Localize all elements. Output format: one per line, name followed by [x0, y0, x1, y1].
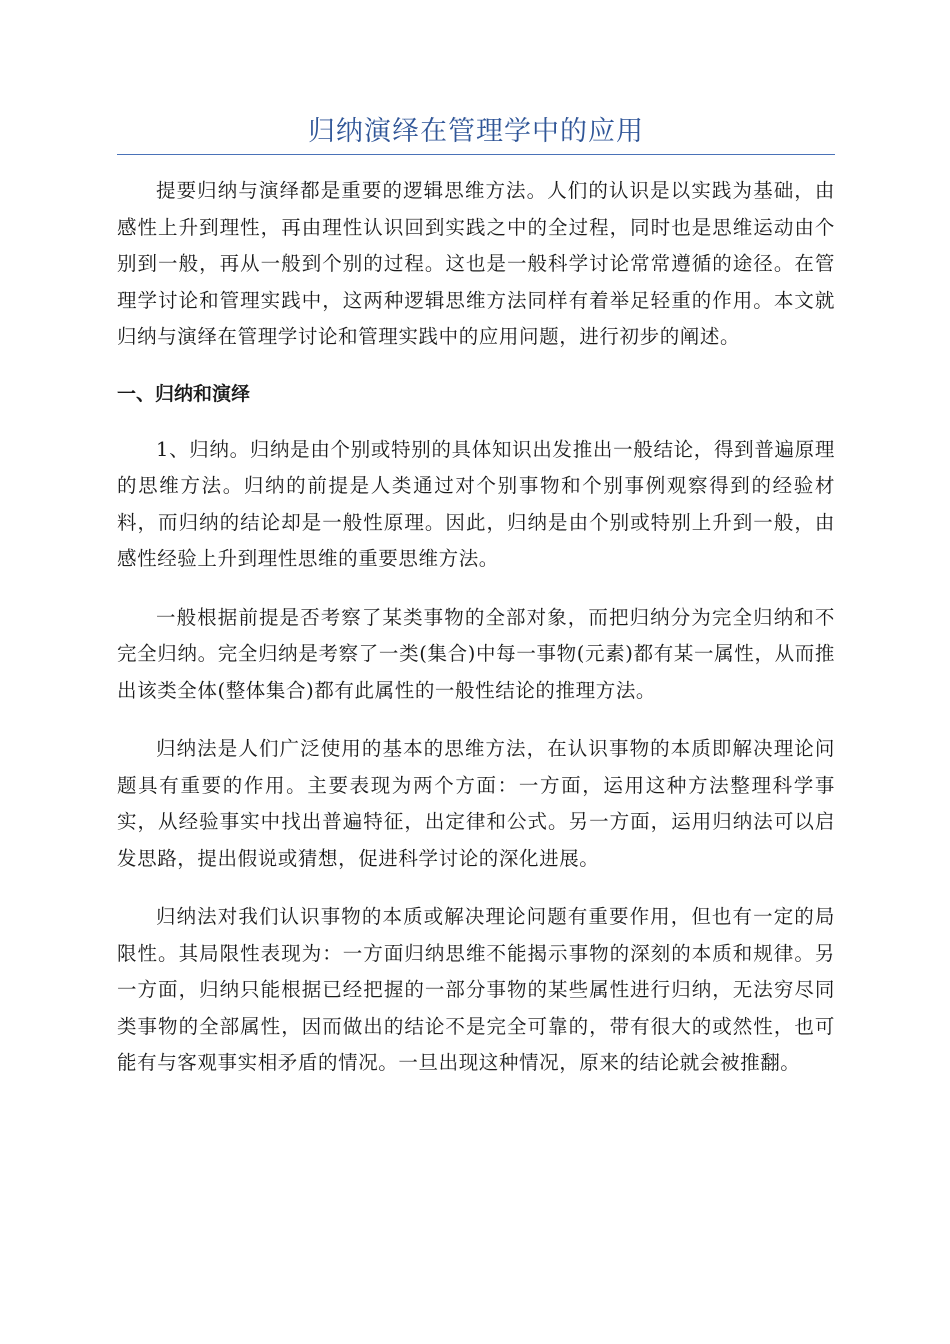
body-paragraph-2: 一般根据前提是否考察了某类事物的全部对象，而把归纳分为完全归纳和不完全归纳。完全归纳是考察了一类(集合)中每一事物(元素)都有某一属性，从而推出该类全体(整体集合)都有此属性的一般性结论的推理方法。	[117, 605, 835, 702]
document-title: 归纳演绎在管理学中的应用	[308, 116, 644, 147]
abstract-paragraph: 提要归纳与演绎都是重要的逻辑思维方法。人们的认识是以实践为基础，由感性上升到理性，再由理性认识回到实践之中的全过程，同时也是思维运动由个别到一般，再从一般到个别的过程。这也是一般科学讨论常常遵循的途径。在管理学讨论和管理实践中，这两种逻辑思维方法同样有着举足轻重的作用。本文就归纳与演绎在管理学讨论和管理实践中的应用问题，进行初步的阐述。	[117, 179, 835, 348]
title-underline	[117, 154, 835, 155]
body-paragraph-4: 归纳法对我们认识事物的本质或解决理论问题有重要作用，但也有一定的局限性。其局限性表现为：一方面归纳思维不能揭示事物的深刻的本质和规律。另一方面，归纳只能根据已经把握的一部分事物的某些属性进行归纳，无法穷尽同类事物的全部属性，因而做出的结论不是完全可靠的，带有很大的或然性，也可能有与客观事实相矛盾的情况。一旦出现这种情况，原来的结论就会被推翻。	[117, 905, 835, 1074]
section-heading: 一、归纳和演绎	[117, 382, 251, 405]
body-paragraph-1: 1、归纳。归纳是由个别或特别的具体知识出发推出一般结论，得到普遍原理的思维方法。归纳的前提是人类通过对个别事物和个别事例观察得到的经验材料，而归纳的结论却是一般性原理。因此，归纳是由个别或特别上升到一般，由感性经验上升到理性思维的重要思维方法。	[117, 437, 835, 570]
document-page	[117, 110, 835, 1082]
body-paragraph-3: 归纳法是人们广泛使用的基本的思维方法，在认识事物的本质即解决理论问题具有重要的作用。主要表现为两个方面：一方面，运用这种方法整理科学事实，从经验事实中找出普遍特征，出定律和公式。另一方面，运用归纳法可以启发思路，提出假说或猜想，促进科学讨论的深化进展。	[117, 737, 835, 870]
